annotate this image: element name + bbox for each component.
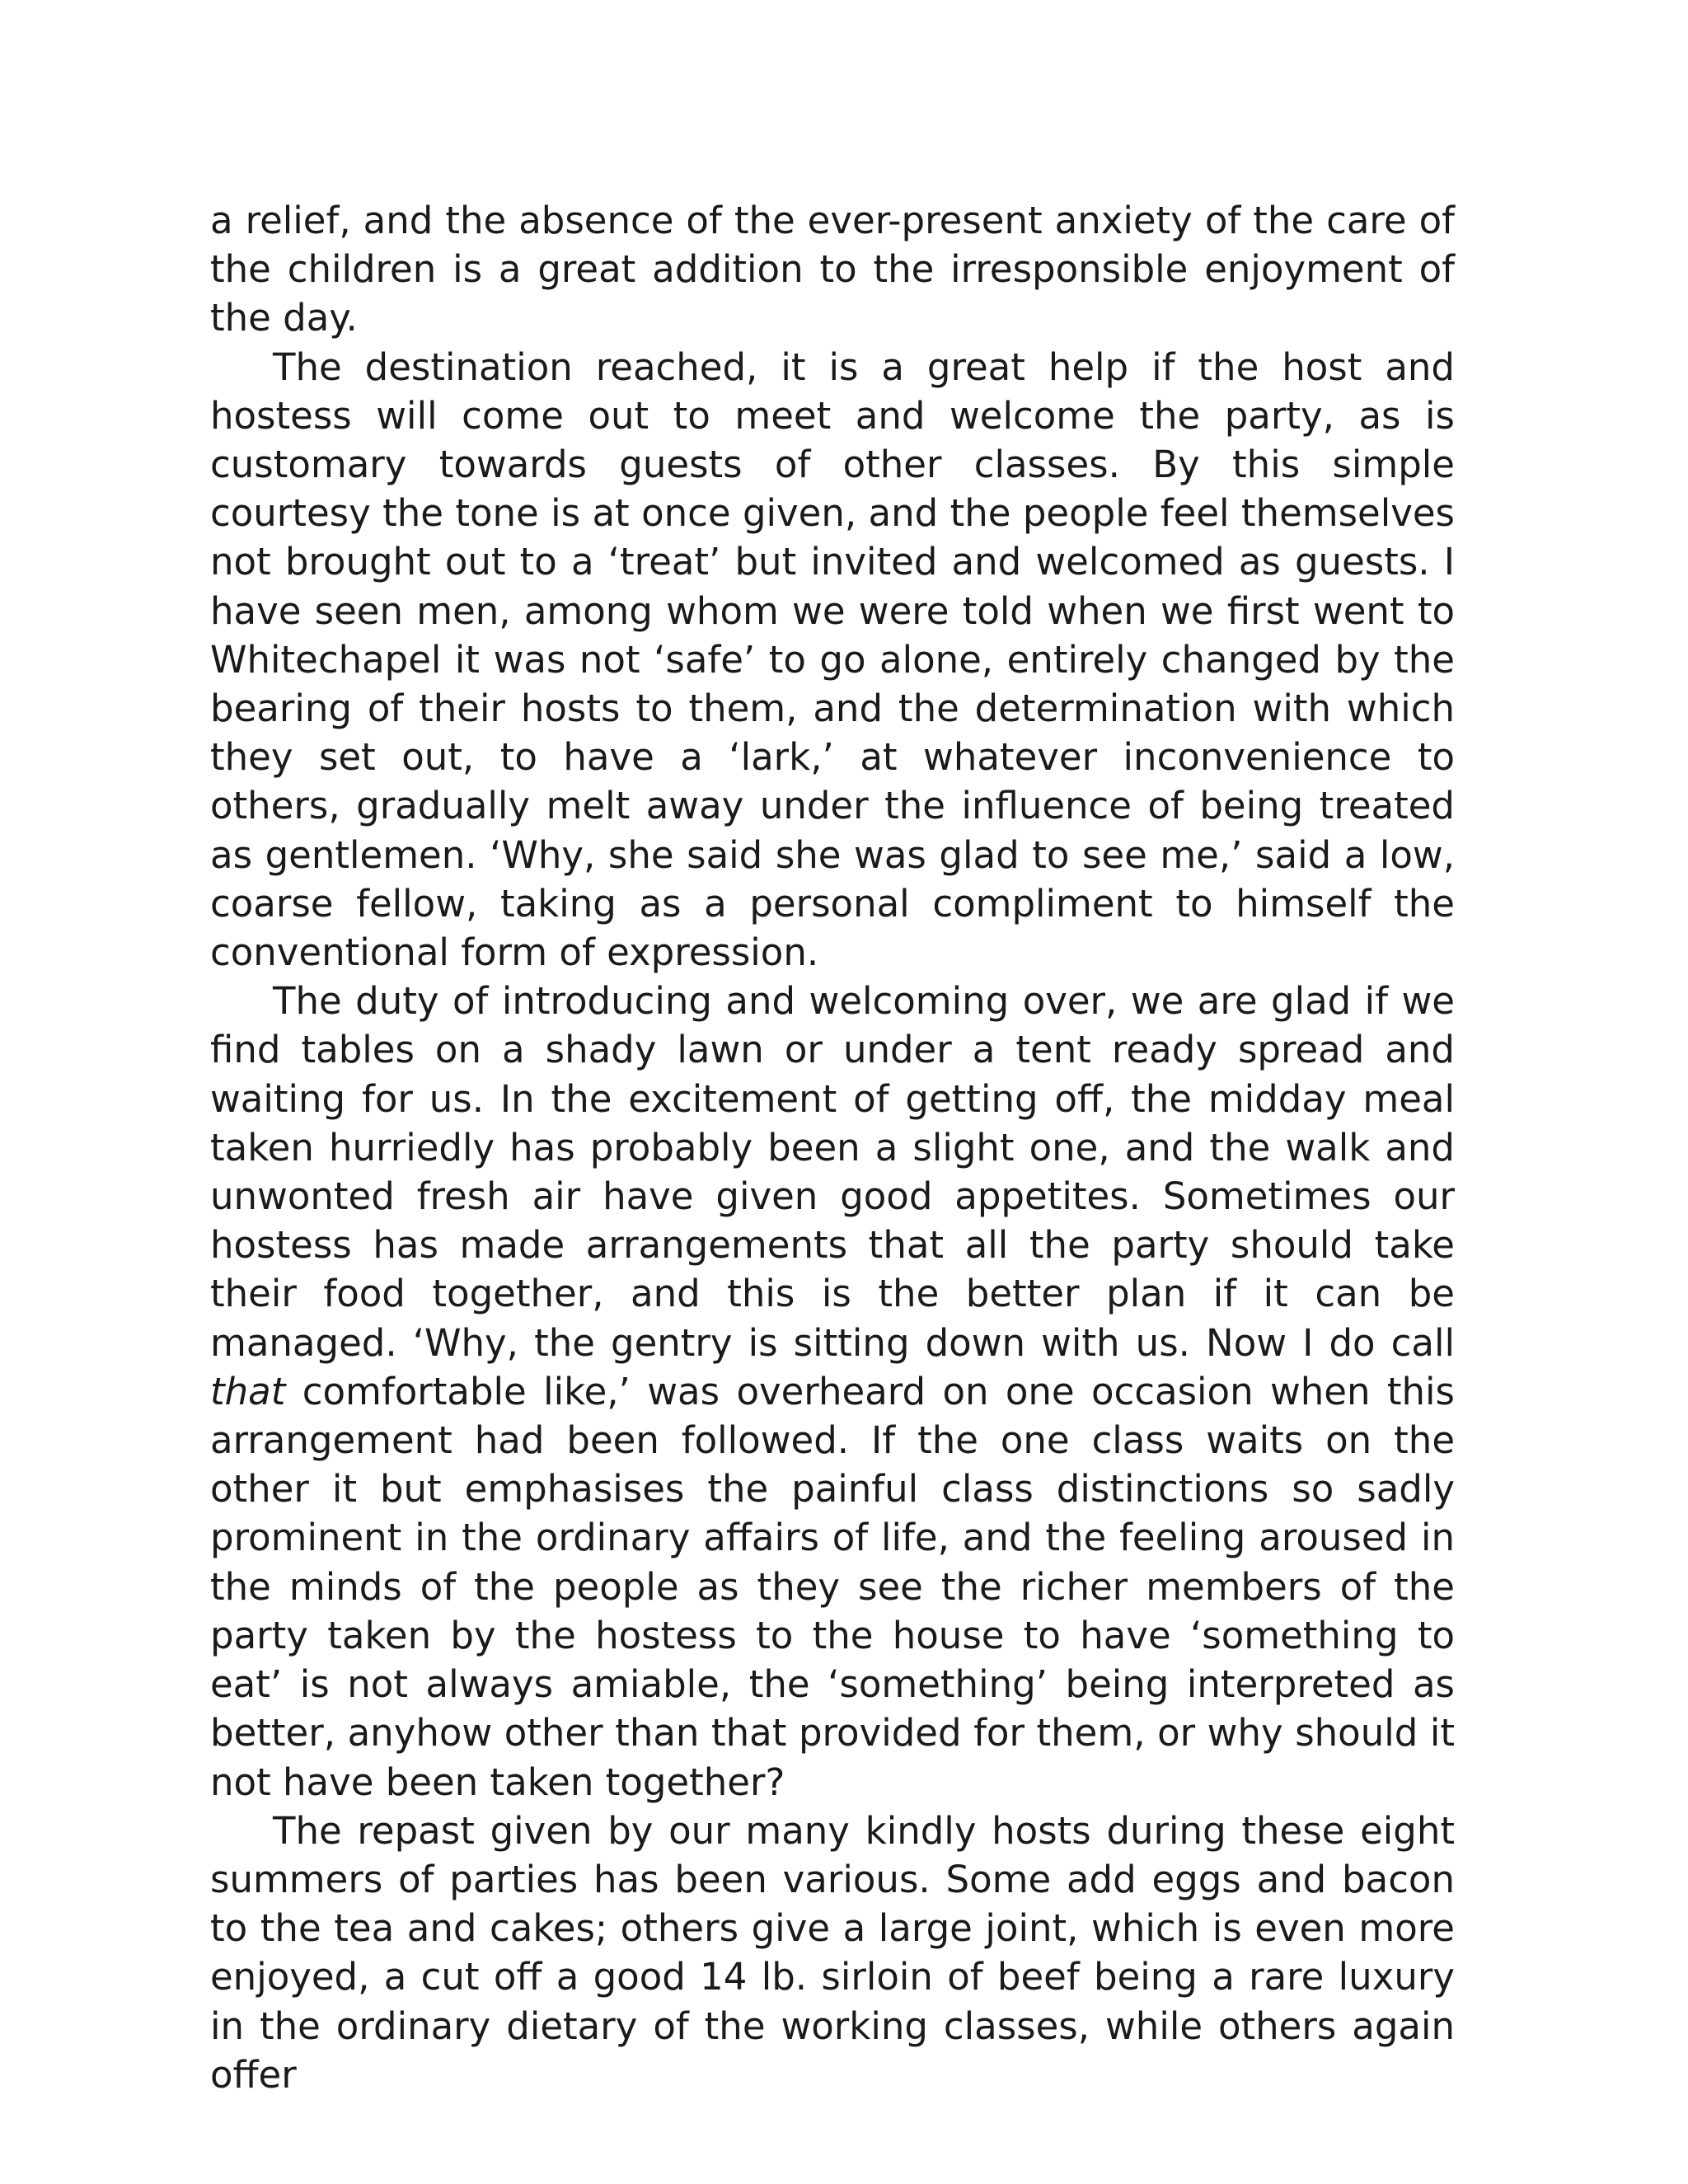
paragraph-continuation: a relief, and the absence of the ever-present anxiety of the care of the children is a great addition to the irresponsible enjoyment of the day. (210, 199, 1455, 340)
emphasized-word: that (210, 1369, 286, 1413)
paragraph-text-after-emphasis: comfortable like,’ was overheard on one occasion when this arrangement had been followed. If the one class waits on the other it but emphasises the painful class distinctions so sadly prominent in the ordinary affairs of life, and the feeling aroused in the minds of the people as they see the richer members of the party taken by the hostess to the house to have ‘something to eat’ is not always amiable, the ‘something’ being interpreted as better, anyhow other than that provided for them, or why should it not have been taken together? (210, 1369, 1455, 1804)
paragraph-repast: The repast given by our many kindly hosts during these eight summers of parties has been various. Some add eggs and bacon to the tea and cakes; others give a large joint, which is even more enjoyed, a cut off a good 14 lb. sirloin of beef being a rare luxury in the ordinary dietary of the working classes, while others again offer (210, 1808, 1455, 2097)
paragraph-text-before-emphasis: The duty of introducing and welcoming over, we are glad if we find tables on a shady lawn or under a tent ready spread and waiting for us. In the excitement of getting off, the midday meal taken hurriedly has probably been a slight one, and the walk and unwonted fresh air have given good appetites. Sometimes our hostess has made arrangements that all the party should take their food together, and this is the better plan if it can be managed. ‘Why, the gentry is sitting down with us. Now I do call (210, 979, 1455, 1365)
paragraph-destination: The destination reached, it is a great help if the host and hostess will come out to meet and welcome the party, as is customary towards guests of other classes. By this simple courtesy the tone is at once given, and the people feel themselves not brought out to a ‘treat’ but invited and welcomed as guests. I have seen men, among whom we were told when we first went to Whitechapel it was not ‘safe’ to go alone, entirely changed by the bearing of their hosts to them, and the determination with which they set out, to have a ‘lark,’ at whatever inconvenience to others, gradually melt away under the influence of being treated as gentlemen. ‘Why, she said she was glad to see me,’ said a low, coarse fellow, taking as a personal compliment to himself the conventional form of expression. (210, 344, 1455, 975)
paragraph-duty-of-introducing (210, 977, 1455, 1806)
body-text (210, 196, 1455, 2099)
